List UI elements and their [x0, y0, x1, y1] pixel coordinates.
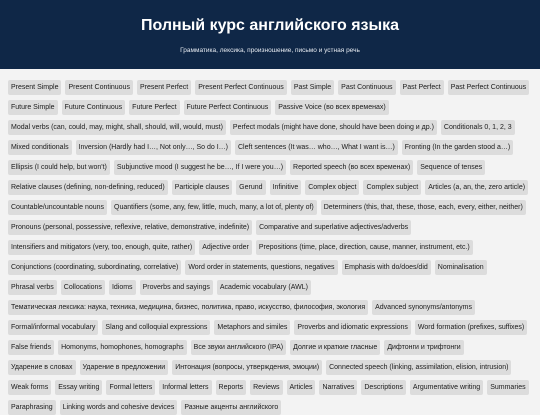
topic-tag[interactable]: Present Simple [8, 80, 61, 95]
topic-tag[interactable]: Descriptions [361, 380, 406, 395]
topic-tag[interactable]: Formal/informal vocabulary [8, 320, 98, 335]
topic-tag[interactable]: Reports [216, 380, 247, 395]
topic-tag[interactable]: Prepositions (time, place, direction, cause, manner, instrument, etc.) [256, 240, 473, 255]
topic-tag[interactable]: Complex subject [363, 180, 421, 195]
topic-tag[interactable]: Mixed conditionals [8, 140, 72, 155]
topic-tag[interactable]: Passive Voice (во всех временах) [275, 100, 388, 115]
topic-tag[interactable]: Present Continuous [65, 80, 132, 95]
topic-tag[interactable]: Informal letters [159, 380, 211, 395]
topic-tag[interactable]: Future Perfect Continuous [184, 100, 272, 115]
topic-tag[interactable]: Narratives [319, 380, 357, 395]
topic-tag[interactable]: Homonyms, homophones, homographs [58, 340, 187, 355]
topic-tag[interactable]: Present Perfect [137, 80, 191, 95]
topic-tag[interactable]: Idioms [109, 280, 136, 295]
topic-tag[interactable]: Past Simple [291, 80, 334, 95]
topic-tag[interactable]: Past Continuous [338, 80, 395, 95]
topic-tag[interactable]: Formal letters [106, 380, 155, 395]
topic-tag[interactable]: Relative clauses (defining, non-defining, reduced) [8, 180, 168, 195]
topic-tag[interactable]: Разные акценты английского [181, 400, 281, 415]
topic-tag[interactable]: Proverbs and sayings [140, 280, 213, 295]
topic-tag[interactable]: Present Perfect Continuous [195, 80, 287, 95]
topic-tag[interactable]: Pronouns (personal, possessive, reflexive, relative, demonstrative, indefinite) [8, 220, 252, 235]
topic-tag[interactable]: Conjunctions (coordinating, subordinating, correlative) [8, 260, 181, 275]
topic-tag[interactable]: Slang and colloquial expressions [102, 320, 210, 335]
topic-tag[interactable]: Proverbs and idiomatic expressions [294, 320, 411, 335]
topic-tag[interactable]: Sequence of tenses [417, 160, 485, 175]
topic-tag[interactable]: Metaphors and similes [214, 320, 290, 335]
topic-tag[interactable]: Reviews [250, 380, 282, 395]
topic-tag[interactable]: Adjective order [199, 240, 252, 255]
topic-tag[interactable]: Cleft sentences (It was… who…, What I want is…) [235, 140, 398, 155]
topic-tag[interactable]: Интонация (вопросы, утверждения, эмоции) [172, 360, 322, 375]
topic-tag[interactable]: Modal verbs (can, could, may, might, shall, should, will, would, must) [8, 120, 226, 135]
topic-tag[interactable]: Determiners (this, that, these, those, each, every, either, neither) [321, 200, 526, 215]
topic-tag[interactable]: Тематическая лексика: наука, техника, медицина, бизнес, политика, право, искусство, философия, экология [8, 300, 368, 315]
topic-tag[interactable]: Articles [287, 380, 316, 395]
topic-tag[interactable]: Future Simple [8, 100, 58, 115]
topic-tag[interactable]: Intensifiers and mitigators (very, too, enough, quite, rather) [8, 240, 195, 255]
topic-tag[interactable]: Emphasis with do/does/did [342, 260, 431, 275]
topic-list [0, 69, 540, 415]
topic-tag[interactable]: Future Perfect [129, 100, 179, 115]
topic-tag[interactable]: Phrasal verbs [8, 280, 57, 295]
topic-tag[interactable]: Connected speech (linking, assimilation, elision, intrusion) [326, 360, 511, 375]
topic-tag[interactable]: Ellipsis (I could help, but won't) [8, 160, 110, 175]
topic-tag[interactable]: Quantifiers (some, any, few, little, much, many, a lot of, plenty of) [111, 200, 317, 215]
topic-tag[interactable]: Past Perfect [400, 80, 444, 95]
page-header [0, 0, 540, 69]
topic-tag[interactable]: Countable/uncountable nouns [8, 200, 107, 215]
topic-tag[interactable]: Future Continuous [62, 100, 126, 115]
topic-tag[interactable]: Perfect modals (might have done, should have been doing и др.) [230, 120, 437, 135]
topic-tag[interactable]: Conditionals 0, 1, 2, 3 [441, 120, 515, 135]
topic-tag[interactable]: Все звуки английского (IPA) [191, 340, 286, 355]
topic-tag[interactable]: Word formation (prefixes, suffixes) [415, 320, 527, 335]
topic-tag[interactable]: Collocations [61, 280, 105, 295]
topic-tag[interactable]: Comparative and superlative adjectives/adverbs [256, 220, 411, 235]
topic-tag[interactable]: Summaries [487, 380, 528, 395]
page-title: Полный курс английского языка [140, 17, 400, 34]
topic-tag[interactable]: Subjunctive mood (I suggest he be…, If I were you…) [114, 160, 286, 175]
topic-tag[interactable]: Complex object [305, 180, 359, 195]
topic-tag[interactable]: Nominalisation [435, 260, 487, 275]
topic-tag[interactable]: Linking words and cohesive devices [60, 400, 178, 415]
topic-tag[interactable]: Gerund [236, 180, 265, 195]
topic-tag[interactable]: Advanced synonyms/antonyms [372, 300, 475, 315]
topic-tag[interactable]: Дифтонги и трифтонги [384, 340, 463, 355]
topic-tag[interactable]: Word order in statements, questions, negatives [185, 260, 337, 275]
topic-tag[interactable]: Infinitive [270, 180, 302, 195]
topic-tag[interactable]: Paraphrasing [8, 400, 56, 415]
topic-tag[interactable]: Fronting (In the garden stood a…) [402, 140, 513, 155]
topic-tag[interactable]: Academic vocabulary (AWL) [217, 280, 311, 295]
page-subtitle: Грамматика, лексика, произношение, письмо и устная речь [180, 47, 360, 54]
topic-tag[interactable]: Ударение в словах [8, 360, 76, 375]
topic-tag[interactable]: Ударение в предложении [80, 360, 169, 375]
topic-tag[interactable]: Articles (a, an, the, zero article) [425, 180, 528, 195]
topic-tag[interactable]: Essay writing [55, 380, 102, 395]
topic-tag[interactable]: Reported speech (во всех временах) [290, 160, 413, 175]
topic-tag[interactable]: Долгие и краткие гласные [290, 340, 380, 355]
topic-tag[interactable]: Weak forms [8, 380, 51, 395]
topic-tag[interactable]: Past Perfect Continuous [448, 80, 530, 95]
topic-tag[interactable]: False friends [8, 340, 54, 355]
topic-tag[interactable]: Inversion (Hardly had I…, Not only…, So do I…) [76, 140, 231, 155]
topic-tag[interactable]: Argumentative writing [410, 380, 483, 395]
topic-tag[interactable]: Participle clauses [172, 180, 232, 195]
